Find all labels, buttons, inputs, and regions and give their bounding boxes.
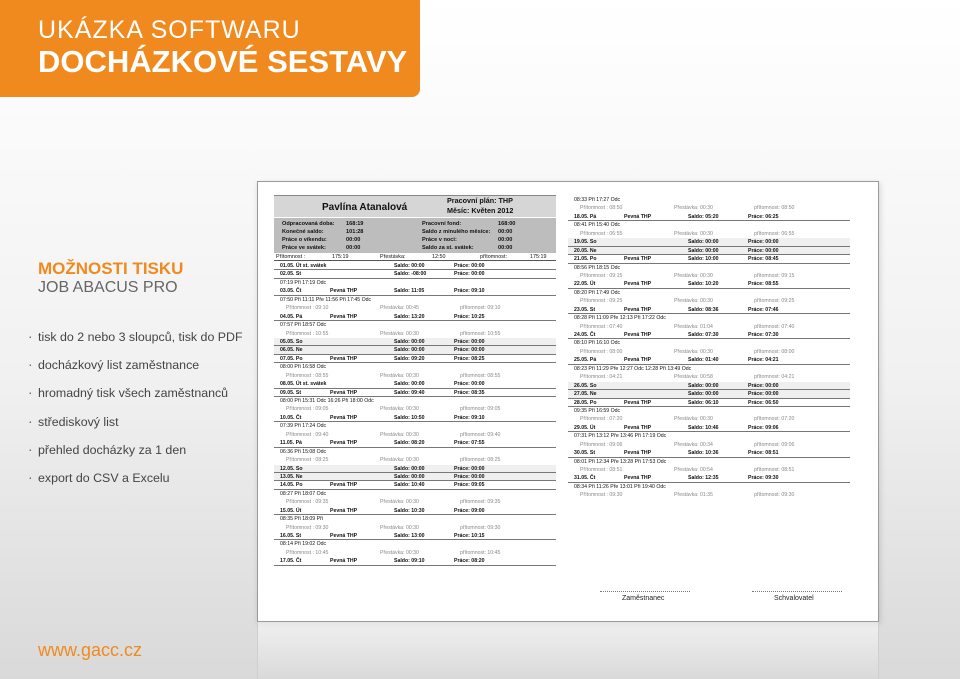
pass-times-row [568, 339, 850, 347]
row-cell: 08:00 Při 16:58 Odc [280, 364, 327, 371]
row-cell: 07:57 Při 18:57 Odc [280, 322, 327, 329]
row-cell: přítomnost: 06:55 [754, 230, 795, 237]
row-cell: Saldo: 12:35 [688, 475, 719, 482]
row-cell: Přestávka: 01:35 [674, 492, 713, 499]
row-cell: 09.05. St [280, 389, 302, 396]
attendance-summary-row [568, 491, 850, 499]
row-cell: 26.05. So [574, 382, 597, 389]
row-cell: 09:35 Při 16:59 Odc [574, 407, 621, 414]
row-cell: Práce: 07:30 [748, 332, 779, 338]
row-cell: 07.05. Po [280, 355, 303, 362]
row-cell: 08:27 Při 18:07 Odc [280, 490, 327, 497]
row-cell: Pevná THP [624, 424, 652, 431]
day-row [274, 380, 556, 388]
row-cell: Pevná THP [624, 357, 652, 364]
row-cell: Pevná THP [624, 256, 652, 263]
row-cell: Přítomnost : 06:55 [580, 230, 623, 237]
website-link[interactable]: www.gacc.cz [38, 640, 143, 660]
row-cell: Přestávka: 00:30 [380, 457, 419, 464]
totals-row: Přítomnost : 175:19 Přestávka: 12:50 přítomnost: 175:19 [274, 253, 556, 261]
weekend-row [274, 338, 556, 346]
row-cell: Přítomnost : 08:00 [580, 348, 623, 355]
row-cell: přítomnost: 09:30 [754, 492, 795, 499]
day-row [274, 439, 556, 447]
attendance-summary-row [568, 297, 850, 305]
row-cell: Pevná THP [330, 288, 358, 295]
row-cell: 04.05. Pá [280, 313, 303, 320]
row-cell: 06.05. Ne [280, 347, 303, 354]
day-row [274, 270, 556, 278]
row-cell: 28.05. Po [574, 399, 597, 406]
day-row [274, 532, 556, 540]
row-cell: Pevná THP [624, 306, 652, 313]
row-cell: 08:28 Při 11:09 Pře 12:13 Při 17:22 Odc [574, 315, 666, 322]
row-cell: přítomnost: 09:35 [460, 499, 501, 506]
row-cell: přítomnost: 10:55 [460, 330, 501, 337]
row-cell: Práce: 00:00 [454, 381, 485, 388]
row-cell: Práce: 08:55 [748, 281, 779, 288]
row-cell: Práce: 09:10 [454, 288, 485, 295]
row-cell: Přestávka: 00:30 [380, 330, 419, 337]
day-row [568, 474, 850, 482]
report-column-right [568, 196, 850, 500]
row-cell: Saldo: 00:00 [394, 473, 425, 480]
attendance-report-sheet [257, 181, 879, 622]
day-row [568, 356, 850, 364]
row-cell: 30.05. St [574, 450, 596, 457]
row-cell: Saldo: 00:00 [394, 347, 425, 354]
attendance-summary-row [274, 304, 556, 312]
row-cell: Pevná THP [330, 440, 358, 447]
row-cell: 19.05. So [574, 239, 597, 246]
row-cell: Přítomnost : 09:30 [580, 492, 623, 499]
pass-times-row [274, 515, 556, 523]
attendance-summary-row [568, 441, 850, 449]
row-cell: 08:20 Při 17:49 Odc [574, 289, 621, 296]
pass-times-row [274, 321, 556, 329]
row-cell: Práce: 00:00 [454, 473, 485, 480]
row-cell: Přítomnost : 08:51 [580, 467, 623, 473]
row-cell: Přestávka: 00:30 [674, 230, 713, 237]
row-cell: 07:31 Při 13:12 Pře 13:46 Při 17:19 Odc [574, 433, 667, 440]
row-cell: 08:41 Při 15:40 Odc [574, 222, 621, 229]
sheet-reflection [257, 622, 879, 679]
header-banner [0, 0, 420, 97]
day-row [274, 287, 556, 295]
day-row [568, 424, 850, 432]
row-cell: Práce: 00:00 [748, 382, 779, 389]
pass-times-row [568, 432, 850, 440]
row-cell: 29.05. Út [574, 424, 596, 431]
day-row [274, 481, 556, 489]
attendance-summary-row [274, 372, 556, 380]
row-cell: přítomnost: 08:50 [754, 205, 795, 212]
row-cell: Saldo: 00:00 [688, 391, 719, 398]
row-cell: Přestávka: 00:30 [380, 524, 419, 531]
row-cell: Pevná THP [624, 399, 652, 406]
row-cell: 08:56 Při 18:15 Odc [574, 264, 621, 271]
row-cell: Saldo: 09:10 [394, 558, 425, 565]
row-cell: Pevná THP [624, 475, 652, 482]
row-cell: přítomnost: 09:05 [460, 406, 501, 413]
row-cell: přítomnost: 09:06 [754, 441, 795, 448]
attendance-summary-row [274, 524, 556, 532]
row-cell: Pevná THP [624, 450, 652, 457]
row-cell: Saldo: 10:00 [688, 256, 719, 263]
row-cell: 03.05. Čt [280, 288, 302, 295]
pass-times-row [568, 289, 850, 297]
row-cell: Saldo: 08:20 [394, 440, 425, 447]
feature-item: · střediskový list [28, 415, 243, 443]
pass-times-row [274, 540, 556, 548]
weekend-row [274, 465, 556, 473]
signature-label-approver: Schvalovatel [774, 595, 814, 602]
row-cell: Saldo: 11:05 [394, 288, 425, 295]
row-cell: Přítomnost : 09:40 [286, 431, 329, 438]
weekend-row [568, 382, 850, 390]
row-cell: Přestávka: 00:30 [674, 416, 713, 423]
feature-list [28, 330, 243, 499]
row-cell: Práce: 04:21 [748, 357, 779, 364]
row-cell: Práce: 09:30 [748, 475, 779, 482]
row-cell: 08:35 Při 18:09 Při [280, 516, 323, 523]
day-row [274, 313, 556, 321]
weekend-row [274, 473, 556, 481]
row-cell: 07:50 Při 11:11 Pře 11:56 Při 17:45 Odc [280, 296, 372, 303]
feature-item: · hromadný tisk všech zaměstnanců [28, 386, 243, 414]
weekend-row [274, 346, 556, 354]
plan-info [447, 196, 513, 216]
row-cell: 05.05. So [280, 338, 303, 345]
row-cell: 20.05. Ne [574, 247, 597, 254]
row-cell: Přítomnost : 08:55 [286, 372, 329, 379]
row-cell: Přestávka: 00:30 [380, 549, 419, 556]
row-cell: přítomnost: 08:00 [754, 348, 795, 355]
row-cell: Přestávka: 00:30 [380, 431, 419, 438]
day-row [568, 449, 850, 457]
summary-table [274, 218, 556, 253]
row-cell: Práce: 00:00 [748, 247, 779, 254]
row-cell: 08:14 Při 19:02 Odc [280, 541, 327, 548]
summary-row: Práce ve svátek: 00:00 Saldo za st. svátek: 00:00 [282, 245, 513, 251]
row-cell: Práce: 00:00 [454, 465, 485, 472]
row-cell: Přestávka: 00:30 [674, 205, 713, 212]
row-cell: Saldo: 00:00 [394, 263, 425, 269]
attendance-summary-row [274, 549, 556, 557]
feature-item: · tisk do 2 nebo 3 sloupců, tisk do PDF [28, 330, 243, 358]
pass-times-row [274, 490, 556, 498]
row-cell: 16.05. St [280, 533, 302, 539]
row-cell: Saldo: 00:00 [688, 382, 719, 389]
row-cell: Přestávka: 00:54 [674, 467, 713, 473]
row-cell: Saldo: 13:20 [394, 313, 425, 320]
pass-times-row [274, 296, 556, 304]
row-cell: 18.05. Pá [574, 213, 597, 220]
row-cell: Přestávka: 01:04 [674, 323, 713, 330]
row-cell: Saldo: 07:30 [688, 332, 719, 338]
row-cell: přítomnost: 09:30 [460, 524, 501, 531]
attendance-summary-row [568, 323, 850, 331]
weekend-row [568, 390, 850, 398]
row-cell: Saldo: 06:10 [688, 399, 719, 406]
row-cell: Pevná THP [330, 414, 358, 421]
row-cell: 27.05. Ne [574, 391, 597, 398]
pass-times-row [568, 196, 850, 204]
row-cell: Saldo: 10:50 [394, 414, 425, 421]
row-cell: Práce: 00:00 [748, 391, 779, 398]
row-cell: Přítomnost : 09:30 [286, 524, 329, 531]
row-cell: Přítomnost : 07:40 [580, 323, 623, 330]
pass-times-row [274, 363, 556, 371]
row-cell: přítomnost: 07:20 [754, 416, 795, 423]
row-cell: Práce: 09:06 [748, 424, 779, 431]
row-cell: Přítomnost : 09:35 [286, 499, 329, 506]
row-cell: 17.05. Čt [280, 558, 302, 565]
report-header [274, 195, 556, 217]
day-row [568, 280, 850, 288]
row-cell: Pevná THP [330, 558, 358, 565]
weekend-row [568, 238, 850, 246]
row-cell: Přestávka: 00:58 [674, 374, 713, 381]
attendance-summary-row [274, 405, 556, 413]
row-cell: 24.05. Čt [574, 332, 596, 338]
attendance-summary-row [568, 415, 850, 423]
row-cell: 13.05. Ne [280, 473, 303, 480]
report-column-left [274, 262, 556, 566]
row-cell: 31.05. Čt [574, 475, 596, 482]
row-cell: 11.05. Pá [280, 440, 302, 447]
attendance-summary-row [568, 348, 850, 356]
day-row [568, 399, 850, 407]
row-cell: Práce: 06:50 [748, 399, 779, 406]
row-cell: Práce: 06:25 [748, 213, 779, 220]
row-cell: Práce: 10:15 [454, 533, 485, 539]
row-cell: 01.05. Út st. svátek [280, 263, 327, 269]
feature-item: · přehled docházky za 1 den [28, 443, 243, 471]
employee-name: Pavlína Atanalová [322, 202, 408, 213]
feature-item: · docházkový list zaměstnance [28, 358, 243, 386]
pass-times-row [568, 458, 850, 466]
row-cell: Pevná THP [330, 482, 358, 489]
row-cell: Saldo: 10:40 [394, 482, 425, 489]
row-cell: Přestávka: 00:30 [674, 298, 713, 305]
row-cell: Přítomnost : 04:21 [580, 374, 623, 381]
row-cell: 23.05. St [574, 306, 596, 313]
row-cell: Saldo: 00:00 [394, 381, 425, 388]
row-cell: přítomnost: 09:25 [754, 298, 795, 305]
day-row [274, 389, 556, 397]
section-title: MOŽNOSTI TISKU [38, 259, 184, 278]
attendance-summary-row [568, 272, 850, 280]
row-cell: 10.05. Čt [280, 414, 302, 421]
attendance-summary-row [274, 330, 556, 338]
attendance-summary-row [274, 456, 556, 464]
row-cell: Přestávka: 00:30 [380, 406, 419, 413]
pass-times-row [568, 365, 850, 373]
row-cell: Práce: 08:45 [748, 256, 779, 263]
row-cell: Saldo: 10:36 [688, 450, 719, 457]
row-cell: přítomnost: 07:40 [754, 323, 795, 330]
row-cell: přítomnost: 09:15 [754, 272, 795, 279]
row-cell: Práce: 07:55 [454, 440, 485, 447]
row-cell: Přítomnost : 08:50 [580, 205, 623, 212]
row-cell: Přítomnost : 09:25 [580, 298, 623, 305]
day-row [274, 355, 556, 363]
day-row [568, 255, 850, 263]
summary-row: Práce o víkendu: 00:00 Práce v noci: 00:00 [282, 237, 513, 243]
day-row [568, 306, 850, 314]
day-row [274, 262, 556, 270]
row-cell: Práce: 10:25 [454, 313, 485, 320]
row-cell: Přítomnost : 10:45 [286, 549, 329, 556]
row-cell: Saldo: 09:40 [394, 389, 425, 396]
row-cell: Přestávka: 00:30 [674, 348, 713, 355]
row-cell: 07:19 Při 17:19 Odc [280, 279, 327, 286]
row-cell: Přítomnost : 09:06 [580, 441, 623, 448]
row-cell: Přítomnost : 09:05 [286, 406, 329, 413]
row-cell: Práce: 09:00 [454, 507, 485, 514]
signature-label-employee: Zaměstnanec [622, 595, 665, 602]
row-cell: přítomnost: 09:40 [460, 431, 501, 438]
pass-times-row [568, 314, 850, 322]
row-cell: Saldo: 10:20 [688, 281, 719, 288]
attendance-summary-row [568, 230, 850, 238]
row-cell: Práce: 08:20 [454, 558, 485, 565]
row-cell: Práce: 08:25 [454, 355, 485, 362]
row-cell: Práce: 00:00 [748, 239, 779, 246]
row-cell: Saldo: -08:00 [394, 271, 427, 278]
row-cell: Pevná THP [330, 355, 358, 362]
row-cell: 14.05. Po [280, 482, 303, 489]
row-cell: Saldo: 13:00 [394, 533, 425, 539]
row-cell: přítomnost: 08:25 [460, 457, 501, 464]
row-cell: Pevná THP [330, 507, 358, 514]
row-cell: Práce: 09:10 [454, 414, 485, 421]
row-cell: Saldo: 10:46 [688, 424, 719, 431]
row-cell: přítomnost: 08:51 [754, 467, 795, 473]
row-cell: 15.05. Út [280, 507, 302, 514]
row-cell: Saldo: 08:36 [688, 306, 719, 313]
attendance-summary-row [568, 373, 850, 381]
row-cell: 08:34 Při 11:26 Pře 13:01 Při 19:40 Odc [574, 483, 666, 490]
row-cell: Saldo: 05:20 [688, 213, 719, 220]
row-cell: Saldo: 10:30 [394, 507, 425, 514]
row-cell: Práce: 00:00 [454, 347, 485, 354]
header-title-line2: DOCHÁZKOVÉ SESTAVY [38, 44, 408, 79]
plan-label: Pracovní plán: THP [447, 196, 513, 205]
row-cell: Pevná THP [624, 332, 652, 338]
header-title-line1: UKÁZKA SOFTWARU [38, 16, 301, 44]
pass-times-row [568, 221, 850, 229]
pass-times-row [274, 448, 556, 456]
row-cell: Pevná THP [330, 389, 358, 396]
row-cell: Práce: 00:00 [454, 338, 485, 345]
row-cell: Saldo: 00:00 [688, 239, 719, 246]
row-cell: Práce: 08:51 [748, 450, 779, 457]
row-cell: Práce: 09:05 [454, 482, 485, 489]
attendance-summary-row [274, 498, 556, 506]
row-cell: Přítomnost : 09:15 [580, 272, 623, 279]
row-cell: přítomnost: 09:10 [460, 305, 501, 312]
row-cell: 22.05. Út [574, 281, 596, 288]
row-cell: 07:39 Při 17:24 Odc [280, 423, 327, 430]
row-cell: 08:23 Při 11:29 Pře 12:27 Odc 12:28 Při 13:49 Odc [574, 365, 692, 372]
row-cell: Saldo: 01:40 [688, 357, 719, 364]
signature-line-approver [752, 591, 842, 592]
row-cell: Saldo: 00:00 [394, 338, 425, 345]
section-subtitle: JOB ABACUS PRO [38, 279, 178, 296]
signature-line-employee [600, 591, 690, 592]
row-cell: Přestávka: 00:34 [674, 441, 713, 448]
row-cell: 06:36 Při 15:08 Odc [280, 448, 327, 455]
row-cell: Přestávka: 00:30 [380, 372, 419, 379]
pass-times-row [568, 264, 850, 272]
pass-times-row [568, 407, 850, 415]
row-cell: přítomnost: 08:55 [460, 372, 501, 379]
row-cell: Práce: 07:46 [748, 306, 779, 313]
row-cell: Práce: 00:00 [454, 271, 485, 278]
row-cell: Pevná THP [624, 213, 652, 220]
row-cell: 12.05. So [280, 465, 303, 472]
row-cell: 08:33 Při 17:27 Odc [574, 197, 621, 203]
pass-times-row [274, 397, 556, 405]
summary-row: Odpracovaná doba: 168:19 Pracovní fond: 168:00 [282, 221, 516, 227]
row-cell: Saldo: 00:00 [688, 247, 719, 254]
day-row [568, 213, 850, 221]
pass-times-row [274, 279, 556, 287]
row-cell: 02.05. St [280, 271, 302, 278]
row-cell: 08.05. Út st. svátek [280, 381, 327, 388]
row-cell: Pevná THP [624, 281, 652, 288]
row-cell: Práce: 00:00 [454, 263, 485, 269]
attendance-summary-row [568, 204, 850, 212]
row-cell: 08:10 Při 16:10 Odc [574, 340, 621, 347]
row-cell: Práce: 08:35 [454, 389, 485, 396]
row-cell: Přítomnost : 09:10 [286, 305, 329, 312]
row-cell: přítomnost: 04:21 [754, 374, 795, 381]
summary-row: Konečné saldo: 101:28 Saldo z minulého měsíce: 00:00 [282, 229, 513, 235]
row-cell: Přítomnost : 07:20 [580, 416, 623, 423]
weekend-row [568, 247, 850, 255]
day-row [274, 414, 556, 422]
row-cell: 08:00 Při 15:31 Odc 16:26 Při 18:00 Odc [280, 398, 374, 404]
row-cell: Přestávka: 00:30 [380, 499, 419, 506]
day-row [568, 331, 850, 339]
feature-item: · export do CSV a Excelu [28, 471, 243, 499]
row-cell: 25.05. Pá [574, 357, 597, 364]
row-cell: 08:01 Při 12:34 Pře 13:28 Při 17:53 Odc [574, 458, 667, 465]
row-cell: Pevná THP [330, 313, 358, 320]
attendance-summary-row [568, 466, 850, 474]
pass-times-row [274, 422, 556, 430]
pass-times-row [568, 483, 850, 491]
attendance-summary-row [274, 431, 556, 439]
row-cell: 21.05. Po [574, 256, 597, 263]
row-cell: Přestávka: 00:30 [674, 272, 713, 279]
month-label: Měsíc: Květen 2012 [447, 206, 514, 215]
row-cell: přítomnost: 10:45 [460, 549, 501, 556]
row-cell: Pevná THP [330, 533, 358, 539]
day-row [274, 557, 556, 565]
row-cell: Přítomnost : 08:25 [286, 457, 329, 464]
row-cell: Saldo: 00:00 [394, 465, 425, 472]
row-cell: Přestávka: 00:45 [380, 305, 419, 312]
day-row [274, 507, 556, 515]
row-cell: Saldo: 09:20 [394, 355, 425, 362]
row-cell: Přítomnost : 10:55 [286, 330, 329, 337]
